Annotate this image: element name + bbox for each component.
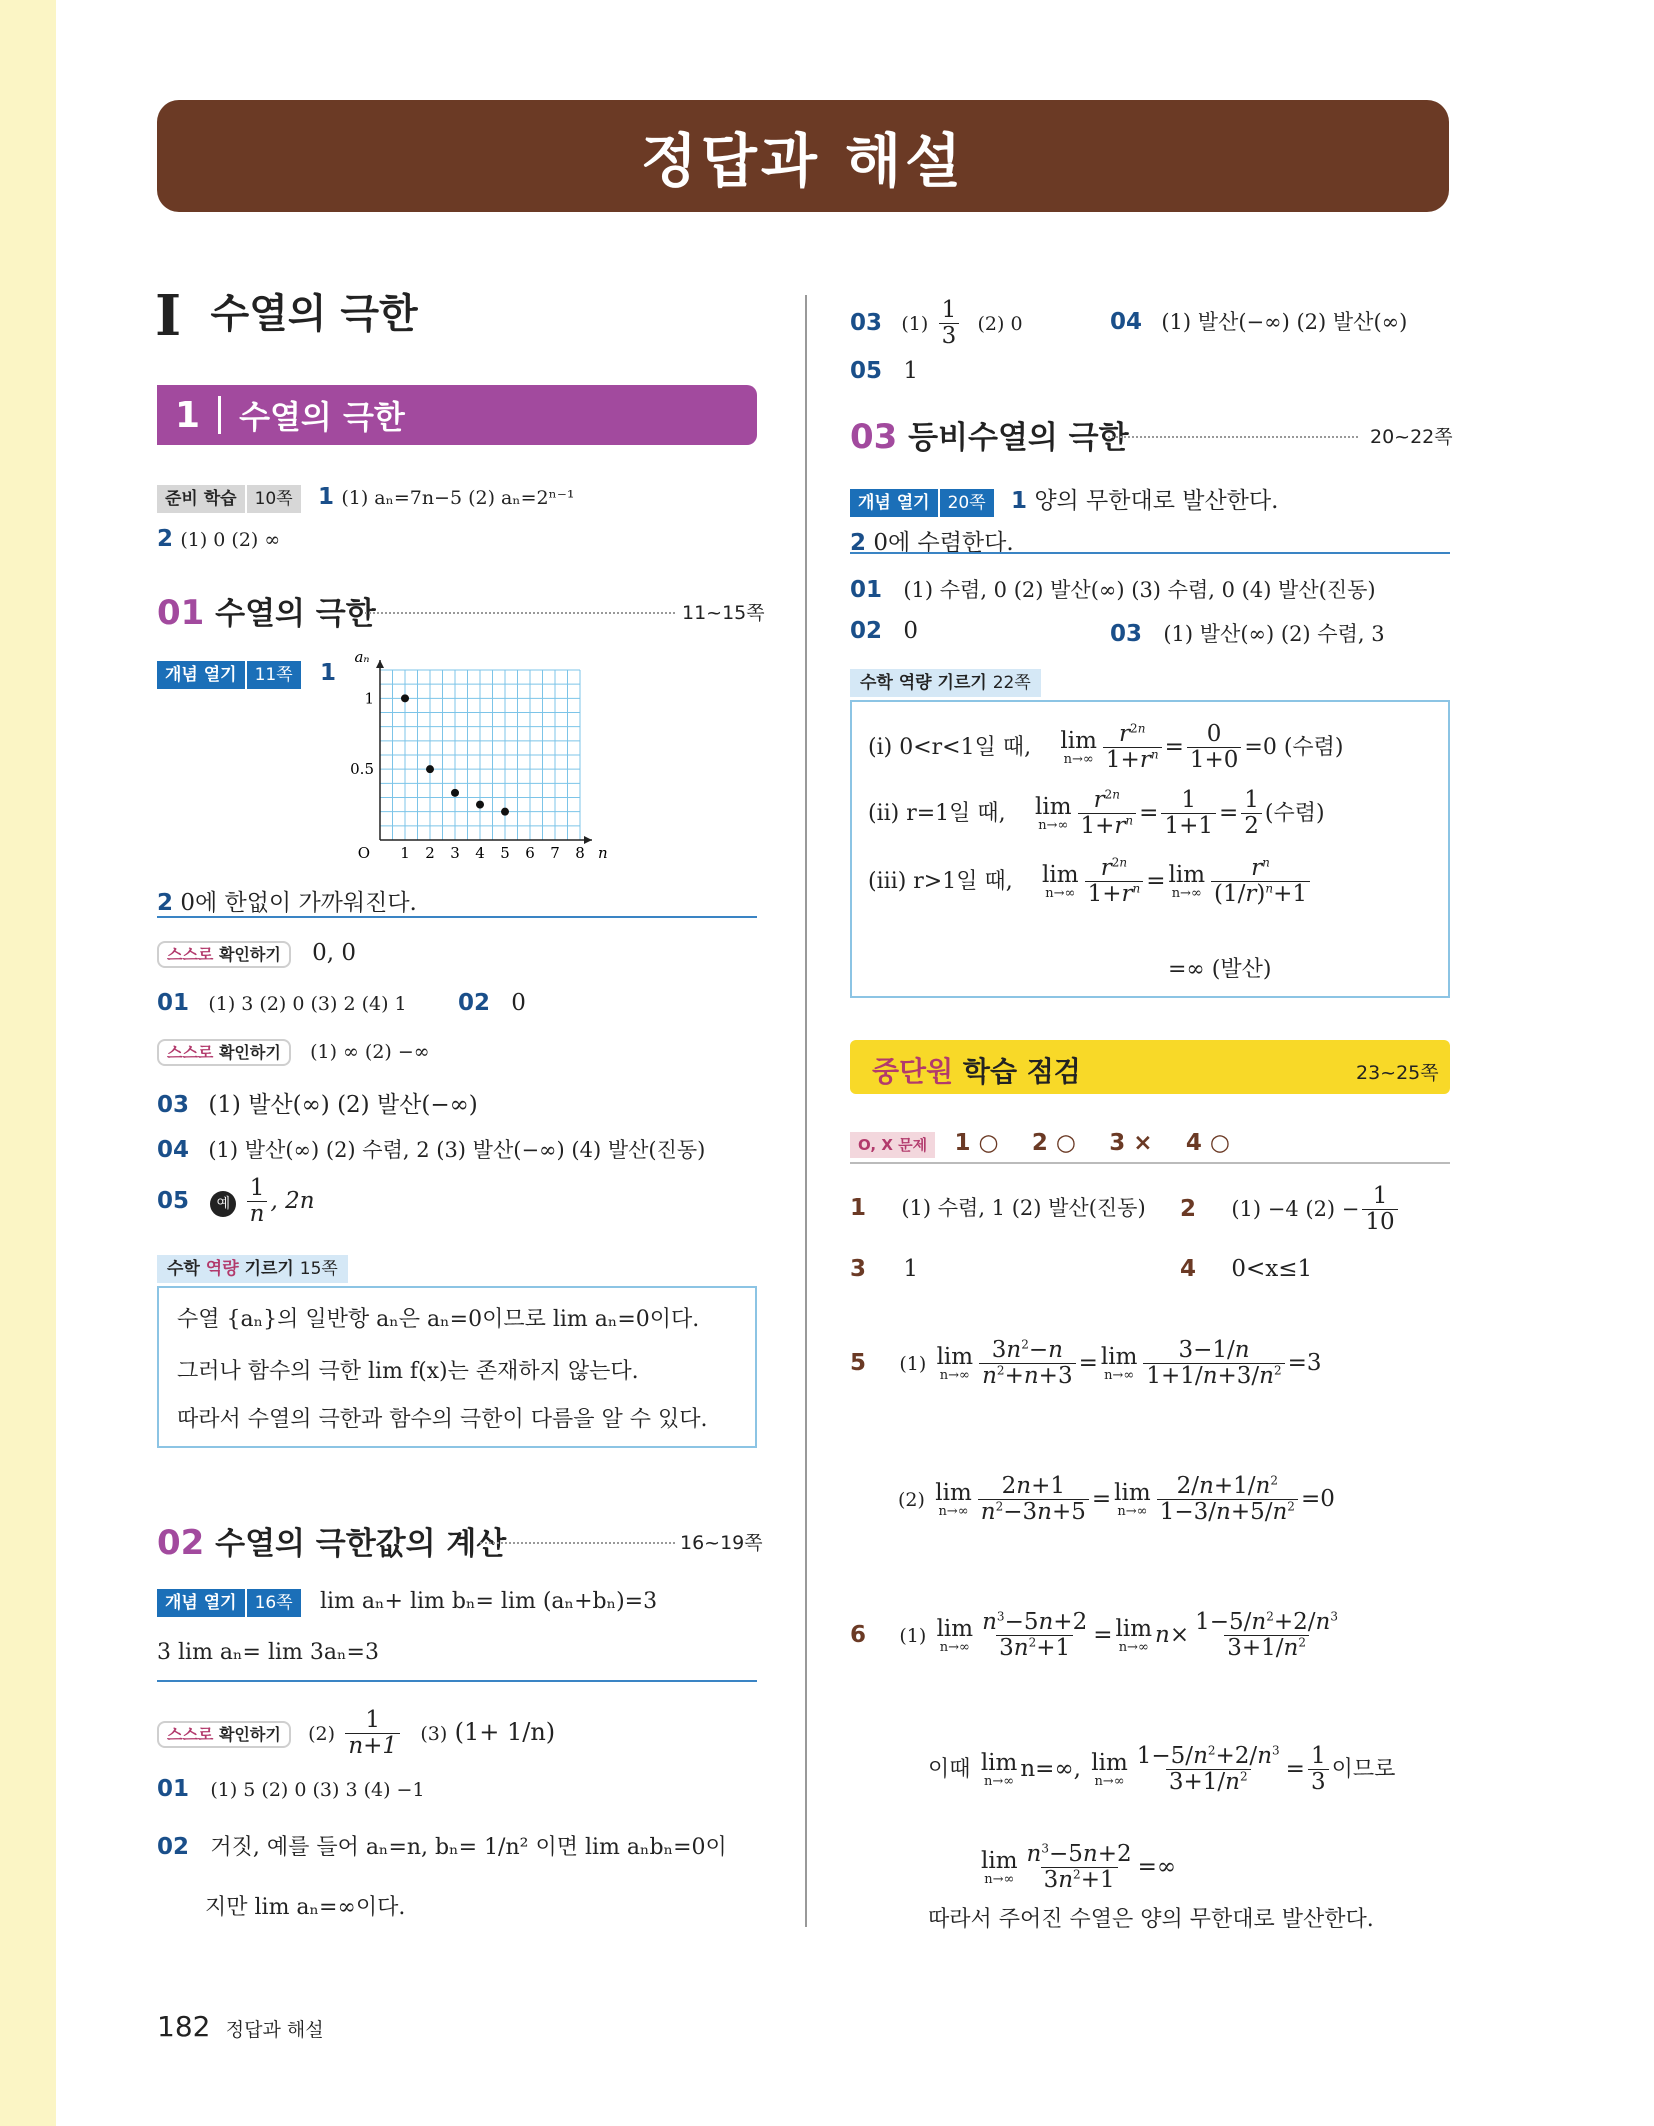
s02-eq1: lim aₙ+ lim bₙ= lim (aₙ+bₙ)=3 [319,1589,658,1614]
s02-check-row [157,1708,555,1760]
s01-q2-row [157,884,417,917]
s02-a02-label: 02 [157,1834,190,1860]
rev-q6-line2a: 이때 [928,1756,971,1782]
prep-page: 10쪽 [247,485,301,513]
x-axis-arrow [584,836,592,844]
footer-label: 정답과 해설 [225,2019,324,2041]
unit-number: 1 [175,394,201,436]
s02-a02-text: 거짓, 예를 들어 aₙ=n, bₙ= 1/n² 이면 lim aₙbₙ=0이 [210,1835,727,1860]
s03-a03-text: (1) 발산(∞) (2) 수렴, 3 [1163,622,1385,646]
skill2-c1-res: =0 (수렴) [1244,734,1344,760]
section-03-pages: 20~22쪽 [1370,426,1453,448]
rev-q1-label: 1 [850,1195,867,1221]
section-03-leader [1108,436,1358,438]
x-tick-label: 1 [400,844,410,862]
rule [850,1162,1450,1164]
rev-q4-label: 4 [1180,1256,1197,1282]
rev-q3-label: 3 [850,1256,867,1282]
s01-q1-label: 1 [319,660,336,686]
ox-item-1: 1 ○ [954,1130,999,1156]
s01-a05-tail: , 2n [270,1187,315,1214]
self-check-label [157,941,291,968]
s03-a03-label: 03 [1110,621,1143,647]
s01-a01-row [157,990,526,1016]
data-point [476,801,484,809]
skill1-tag-c: 기르기 [244,1259,294,1279]
skill2-c3-res: =∞ (발산) [1168,957,1272,982]
s03-open-row [850,482,1278,515]
banner-title: 정답과 해설 [640,127,966,195]
section-02-pages: 16~19쪽 [680,1532,763,1554]
s01-q2-text: 0에 한없이 가까워진다. [180,890,417,916]
skill1-tag-b: 역량 [205,1259,239,1279]
s01-a04-row [157,1134,705,1164]
rt-a05-text: 1 [903,358,918,384]
data-point [426,765,434,773]
rev-q6-p1: (1) [899,1624,927,1647]
rev-q6-row: 6 (1) lim n→∞ $\frac{n^3-5n+2}{3n^2+1}$ = lim n→∞ n× $\frac{1-5/n^2+2/n^3}{3+1/n^2}$ [850,1609,1339,1662]
section-03-number: 03 [850,417,898,457]
prep-row-2 [157,526,280,552]
y-tick-label: 1 [364,689,374,708]
footer [157,2010,324,2043]
rt-a04-row [1110,306,1407,336]
s03-a02-label: 02 [850,618,883,644]
mid-pages: 23~25쪽 [1356,1062,1439,1084]
rev-q5-label: 5 [850,1349,867,1376]
x-tick-label: 7 [550,844,560,862]
rev-q5-row: 5 (1) lim n→∞ $\frac{3n^2-n}{n^2+n+3}$ = lim n→∞ $\frac{3-1/n}{1+1/n+3/n^2}$ =3 [850,1337,1322,1390]
skill1-line1: 수열 {aₙ}의 일반항 aₙ은 aₙ=0이므로 lim aₙ=0이다. [177,1307,700,1332]
self-check-word: 스스로 [167,945,214,964]
section-03-heading [850,412,1129,457]
chapter-number: I [155,283,182,349]
s01-a03-text: (1) 발산(∞) (2) 발산(−∞) [208,1092,478,1118]
rt-a05-label: 05 [850,358,883,384]
data-point [401,694,409,702]
origin-label: O [357,844,370,862]
rev-q3-row [850,1256,918,1282]
skill2-c2: (ⅱ) r=1일 때, [868,800,1006,826]
s02-check-label: (2) [308,1722,336,1745]
s02-a02-text2: 지만 lim aₙ=∞이다. [205,1895,406,1920]
y-axis-arrow [376,660,384,668]
skill1-tag [157,1255,348,1283]
rt-a03-p1: (1) [901,312,929,335]
skill2-page: 22쪽 [992,673,1031,693]
s01-a04-label: 04 [157,1137,190,1163]
s02-open-page: 16쪽 [247,1589,301,1617]
rt-a03-den: 3 [939,323,960,349]
s01-a01-label: 01 [157,990,190,1016]
section-02-heading [157,1518,506,1563]
skill2-tag-text: 수학 역량 기르기 [860,673,987,693]
s03-q2-text: 0에 수렴한다. [873,530,1014,556]
s02-eq2: 3 lim aₙ= lim 3aₙ=3 [157,1640,379,1665]
rev-q5-r1: =3 [1287,1349,1322,1376]
self-check-word-2: 확인하기 [218,945,281,964]
section-02-title: 수열의 극한값의 계산 [215,1526,507,1562]
ox-item-4: 4 ○ [1185,1130,1230,1156]
prep-q2-label: 2 [157,526,174,552]
unit-divider [218,396,221,434]
skill2-tag-row [850,668,1041,694]
ox-tag: O, X 문제 [850,1132,935,1158]
self-check-word: 스스로 [167,1724,214,1744]
s03-q1-label: 1 [1010,488,1027,514]
section-01-heading [157,588,376,633]
rev-q2-row: 2 (1) −4 (2) − $\frac{1}{10}$ [1180,1184,1401,1236]
self-check-word: 스스로 [167,1043,214,1062]
chapter-heading [155,282,418,349]
rev-q2-text: (1) −4 (2) − [1231,1196,1360,1221]
data-point [501,808,509,816]
skill2-c2-res: (수렴) [1264,800,1325,826]
s03-a02-text: 0 [903,618,918,644]
x-axis-label: n [598,844,608,862]
s01-a02-text: 0 [511,990,526,1016]
s02-a01-text: (1) 5 (2) 0 (3) 3 (4) −1 [210,1779,425,1801]
s03-open-page: 20쪽 [940,489,994,517]
rt-a04-label: 04 [1110,309,1143,335]
s02-a02-row [157,1830,727,1861]
section-01-number: 01 [157,593,205,633]
skill2-tag [850,669,1041,697]
s01-a04-text: (1) 발산(∞) (2) 수렴, 2 (3) 발산(−∞) (4) 발산(진동) [208,1138,706,1162]
s01-a05-label: 05 [157,1187,190,1214]
prep-q1-label: 1 [317,484,334,510]
s01-a02-label: 02 [457,990,490,1016]
s01-a05-row [157,1176,315,1228]
rt-a03-label: 03 [850,309,883,336]
s01-a01-text: (1) 3 (2) 0 (3) 2 (4) 1 [208,993,407,1015]
s01-check2-row [157,1038,430,1064]
s03-a01-label: 01 [850,577,883,603]
x-tick-label: 3 [450,844,460,862]
section-01-title: 수열의 극한 [215,596,376,632]
mid-unit-title [872,1050,1081,1090]
rt-a03-row [850,298,1023,350]
lim-expr: lim n→∞ [1060,727,1097,767]
s01-check2-ans: (1) ∞ (2) −∞ [310,1041,430,1063]
rev-q6-line3-res: =∞ [1137,1853,1177,1880]
x-tick-label: 4 [475,844,485,862]
skill2-c3: (ⅲ) r>1일 때, [868,868,1013,894]
s01-open-tag: 개념 열기 [157,661,245,689]
rule [850,552,1450,554]
rt-a05-row [850,358,918,384]
prep-q2-text: (1) 0 (2) ∞ [180,529,281,551]
skill2-case3: (ⅲ) r>1일 때, lim n→∞ $\frac{r^{2n}}{1+r^n}$ = lim n→∞ $\frac{r^n}{(1/r)^n+1}$ [868,856,1313,908]
s01-check1-ans: 0, 0 [312,940,356,966]
s01-open-page: 11쪽 [247,661,301,689]
rev-q6-label: 6 [850,1621,867,1648]
rev-q3-text: 1 [903,1256,918,1282]
rev-q2-label: 2 [1180,1195,1197,1222]
skill1-tag-a: 수학 [167,1259,200,1279]
x-tick-label: 6 [525,844,535,862]
x-tick-label: 8 [575,844,585,862]
s01-a05-den: n [247,1201,268,1227]
example-mark: 예 [210,1191,236,1217]
skill1-line3: 따라서 수열의 극한과 함수의 극한이 다름을 알 수 있다. [177,1407,708,1432]
s01-a05-num: 1 [249,1175,265,1201]
data-point [451,789,459,797]
self-check-label-2 [157,1039,291,1066]
rule [157,916,757,918]
s02-a01-row [157,1776,425,1802]
prep-row [157,484,574,510]
chapter-title: 수열의 극한 [210,291,418,337]
rt-a03-num: 1 [941,297,957,323]
self-check-word-2: 확인하기 [218,1724,281,1744]
rev-q4-text: 0<x≤1 [1231,1256,1313,1282]
s01-open-row [157,660,336,686]
rev-q1-row [850,1192,1146,1222]
s02-check-label3: (3) [420,1722,448,1745]
s01-q2-label: 2 [157,890,174,916]
x-tick-label: 5 [500,844,510,862]
section-01-leader [365,612,675,614]
mid-title-a: 중단원 [872,1055,954,1088]
s03-a01-row [850,574,1376,604]
side-strip [0,0,56,2126]
s03-a03-row [1110,618,1385,648]
self-check-label-3 [157,1721,291,1748]
section-02-number: 02 [157,1523,205,1563]
s03-q1-text: 양의 무한대로 발산한다. [1034,488,1279,514]
s02-check3: (1+ 1/n) [454,1717,556,1746]
s02-open-tag: 개념 열기 [157,1589,245,1617]
prep-tag: 준비 학습 [157,485,245,513]
section-02-leader [480,1542,675,1544]
page-banner [157,100,1449,212]
skill1-tag-row [157,1254,348,1280]
s01-a03-row [157,1086,478,1119]
s01-a03-label: 03 [157,1092,190,1118]
s02-a01-label: 01 [157,1776,190,1802]
section-01-pages: 11~15쪽 [682,602,765,624]
skill2-c1: (ⅰ) 0<r<1일 때, [868,734,1032,760]
rev-q1-text: (1) 수렴, 1 (2) 발산(진동) [901,1196,1146,1220]
s03-a02-row [850,618,918,644]
rt-a04-text: (1) 발산(−∞) (2) 발산(∞) [1161,310,1408,334]
rev-q5-p2: (2) [898,1488,925,1511]
sequence-graph [340,648,608,870]
rev-q4-row [1180,1256,1312,1282]
ox-item-2: 2 ○ [1031,1130,1076,1156]
rt-a03-p2: (2) 0 [977,312,1023,335]
x-tick-label: 2 [425,844,435,862]
column-divider [805,295,807,1927]
s03-a01-text: (1) 수렴, 0 (2) 발산(∞) (3) 수렴, 0 (4) 발산(진동) [903,578,1376,602]
rev-q6-line2b: n=∞, [1020,1755,1081,1782]
unit-bar [157,385,757,445]
s02-check-num: 1 [365,1707,380,1733]
y-axis-label: aₙ [354,648,370,666]
s02-check-den: n+1 [345,1733,400,1759]
s03-open-tag: 개념 열기 [850,489,938,517]
rev-q6-line2: 이때 lim n→∞ n=∞, lim n→∞ $\frac{1-5/n^2+2/n^3}{3+1/n^2}$ = $\frac{1}{3}$ 이므로 [928,1743,1396,1796]
rev-q6-line2c: 이므로 [1331,1756,1396,1782]
skill1-line2: 그러나 함수의 극한 lim f(x)는 존재하지 않는다. [177,1359,639,1384]
rev-q5-r2: =0 [1300,1485,1335,1512]
prep-q1-text: (1) aₙ=7n−5 (2) aₙ=2ⁿ⁻¹ [341,487,575,509]
rev-q6-line3: lim n→∞ $\frac{n^3-5n+2}{3n^2+1}$ =∞ [981,1841,1177,1894]
ox-item-3: 3 × [1109,1130,1153,1156]
footer-page: 182 [157,2010,211,2043]
section-03-title: 등비수열의 극한 [908,420,1129,456]
ox-row [850,1130,1230,1156]
skill2-case2: (ⅱ) r=1일 때, lim n→∞ $\frac{r^{2n}}{1+r^n}$ = $\frac{1}{1+1}$ = $\frac{1}{2}$ (수렴) [868,787,1325,840]
rev-q6-conclusion: 따라서 주어진 수열은 양의 무한대로 발산한다. [928,1907,1374,1932]
skill2-case1: (ⅰ) 0<r<1일 때, lim n→∞ $\frac{r^{2n}}{1+r^n}$ = $\frac{0}{1+0}$ =0 (수렴) [868,721,1344,774]
s03-q2-label: 2 [850,530,867,556]
y-tick-label: 0.5 [350,760,374,779]
s02-open-row [157,1588,657,1614]
skill1-page: 15쪽 [299,1259,338,1279]
unit-title: 수열의 극한 [239,398,405,436]
s01-check1-row [157,940,356,966]
mid-title-b: 학습 점검 [962,1055,1081,1088]
rev-q5-p1: (1) [899,1352,927,1375]
self-check-word-2: 확인하기 [218,1043,281,1062]
rule [157,1680,757,1682]
rev-q5-2-row: (2) lim n→∞ $\frac{2n+1}{n^2-3n+5}$ = lim n→∞ $\frac{2/n+1/n^2}{1-3/n+5/n^2}$ =0 [898,1473,1335,1526]
